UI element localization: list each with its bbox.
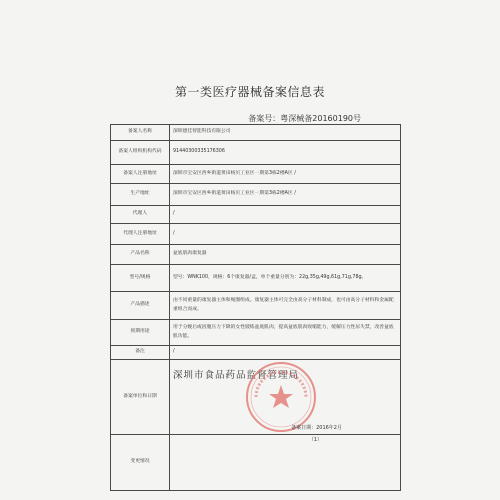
record-date: 备案日期：2016年2月 xyxy=(291,425,342,431)
row-value: 91440300335176306 xyxy=(170,141,401,165)
row-label: 产品名称 xyxy=(111,245,170,265)
row-label: 代理人注册地址 xyxy=(111,224,170,245)
row-value: 用于分娩后或因腹压力下降的女性锻炼盆底肌肉，提高盆底肌肉收缩能力，缓解压力性尿失禁，改善盆底肌功能。 xyxy=(170,320,401,346)
row-value: / xyxy=(170,346,401,360)
table-row xyxy=(111,245,401,265)
row-value: / xyxy=(170,224,401,245)
row-value: / xyxy=(170,206,401,224)
row-label: 变更情况 xyxy=(111,435,170,491)
row-label: 产品描述 xyxy=(111,292,170,320)
row-value: 盆底肌肉康复器 xyxy=(170,245,401,265)
record-number: 备案号：粤深械备20160190号 xyxy=(248,114,361,123)
record-unit-name: 深圳市食品药品监督管理局 xyxy=(173,370,300,381)
row-label: 代理人 xyxy=(111,206,170,224)
row-value: 深圳市宝安区西乡街道黄田杨贝工业区一期第3栋2楼A区 / xyxy=(170,165,401,184)
seal-star xyxy=(269,385,293,408)
row-value xyxy=(170,435,401,491)
table-row xyxy=(111,265,401,292)
table-row xyxy=(111,141,401,165)
row-label: 备注 xyxy=(111,346,170,360)
row-value: 深圳德佳智能科技有限公司 xyxy=(170,125,401,141)
row-label: 备案人注册地址 xyxy=(111,165,170,184)
row-value: 型号：WNK100，规格：6个康复器/盒，单个重量分别为：22g,35g,49g,61g,71g,78g。 xyxy=(170,265,401,292)
table-row xyxy=(111,435,401,491)
row-value: 由不同重量的康复器主体和绳圈组成。康复器主体可完全由高分子材料制成，也可由高分子材料和金属配重组合而成。 xyxy=(170,292,401,320)
row-label: 备案人名称 xyxy=(111,125,170,141)
row-label: 型号/规格 xyxy=(111,265,170,292)
row-label: 生产地址 xyxy=(111,184,170,206)
row-value: 深圳市宝安区西乡街道黄田杨贝工业区一期第3栋2楼A区 / xyxy=(170,184,401,206)
table-row xyxy=(111,125,401,141)
table-row xyxy=(111,292,401,320)
table-row xyxy=(111,346,401,360)
official-seal-icon xyxy=(244,360,318,434)
document-title: 第一类医疗器械备案信息表 xyxy=(174,85,325,99)
row-label: 备案人组织机构代码 xyxy=(111,141,170,165)
row-label: 预期用途 xyxy=(111,320,170,346)
info-table xyxy=(110,124,401,491)
table-row xyxy=(111,184,401,206)
record-date-note: （1） xyxy=(308,437,322,443)
table-row xyxy=(111,165,401,184)
table-row xyxy=(111,224,401,245)
row-label: 备案单位和日期 xyxy=(111,360,170,435)
table-row xyxy=(111,206,401,224)
table-row xyxy=(111,320,401,346)
